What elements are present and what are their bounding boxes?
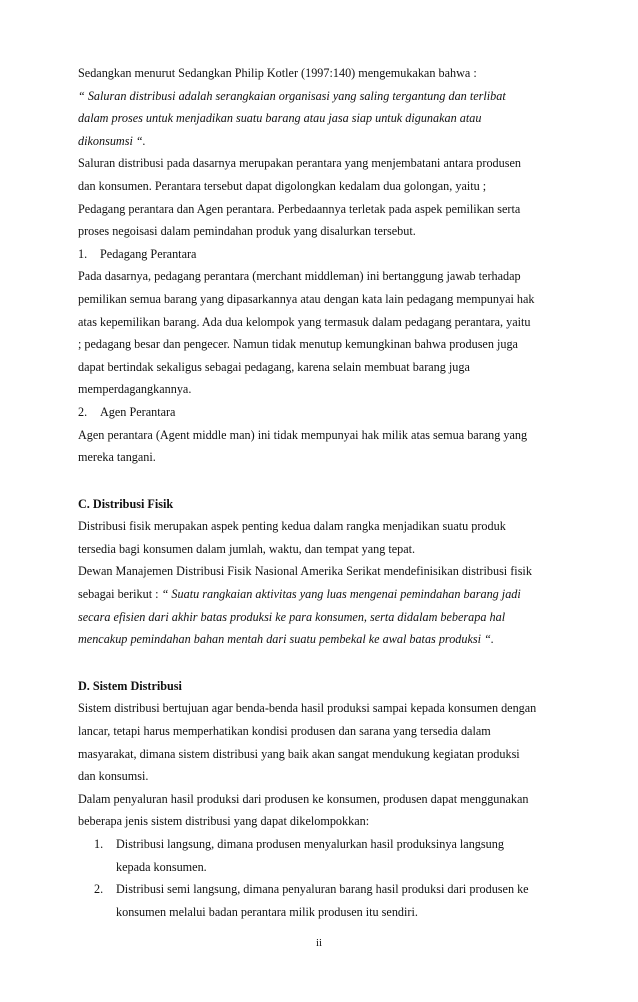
list-item [78,833,578,856]
paragraph-line: atas kepemilikan barang. Ada dua kelompok yang termasuk dalam pedagang perantara, yaitu [78,314,531,329]
item-title: Pedagang Perantara [100,246,197,261]
quote-line: mencakup pemindahan bahan mentah dari suatu pembekal ke awal batas produksi “. [78,632,494,647]
paragraph-line: Saluran distribusi pada dasarnya merupakan perantara yang menjembatani antara produsen [78,156,521,171]
paragraph-line: dapat bertindak sekaligus sebagai pedagang, karena selain membuat barang juga [78,359,470,374]
section-heading-c: C. Distribusi Fisik [78,496,174,511]
list-text: Distribusi semi langsung, dimana penyaluran barang hasil produksi dari produsen ke [116,882,529,897]
document-body [78,62,578,923]
list-item-continuation: kepada konsumen. [116,859,207,874]
section-heading-d: D. Sistem Distribusi [78,678,182,693]
paragraph-line: Pedagang perantara dan Agen perantara. Perbedaannya terletak pada aspek pemilikan serta [78,201,521,216]
paragraph-line: Sistem distribusi bertujuan agar benda-benda hasil produksi sampai kepada konsumen dengan [78,701,537,716]
item-number: 2. [78,404,88,419]
paragraph-line: memperdagangkannya. [78,382,192,397]
section-gap [78,469,578,493]
paragraph-line: lancar, tetapi harus memperhatikan kondisi produsen dan sarana yang tersedia dalam [78,724,491,739]
paragraph-line: proses negoisasi dalam pemindahan produk yang disalurkan tersebut. [78,224,416,239]
list-number: 1. [94,837,104,851]
paragraph-line: Agen perantara (Agent middle man) ini tidak mempunyai hak milik atas semua barang yang [78,427,528,442]
list-item [78,878,578,901]
list-item-continuation: konsumen melalui badan perantara milik produsen itu sendiri. [116,904,418,919]
definition-lead: sebagai berikut : [78,587,162,602]
paragraph-line: Distribusi fisik merupakan aspek penting kedua dalam rangka menjadikan suatu produk [78,519,506,534]
paragraph-line: dan konsumen. Perantara tersebut dapat digolongkan kedalam dua golongan, yaitu ; [78,178,487,193]
paragraph-line: dan konsumsi. [78,769,149,784]
list-text: Distribusi langsung, dimana produsen menyalurkan hasil produksinya langsung [116,837,504,851]
quote-line: secara efisien dari akhir batas produksi ke para konsumen, serta didalam beberapa hal [78,609,506,624]
paragraph-line: pemilikan semua barang yang dipasarkannya atau dengan kata lain pedagang mempunyai hak [78,291,535,306]
paragraph-line: ; pedagang besar dan pengecer. Namun tidak menutup kemungkinan bahwa produsen juga [78,337,518,352]
quote-line: dikonsumsi “. [78,133,146,148]
numbered-heading-pedagang [78,243,578,266]
paragraph-line: beberapa jenis sistem distribusi yang dapat dikelompokkan: [78,814,370,829]
quote-line: “ Saluran distribusi adalah serangkaian organisasi yang saling tergantung dan terlibat [78,88,506,103]
item-number: 1. [78,246,88,261]
list-number: 2. [94,882,104,897]
paragraph-line: Pada dasarnya, pedagang perantara (merchant middleman) ini bertanggung jawab terhadap [78,269,521,284]
paragraph-line: mereka tangani. [78,450,156,465]
paragraph-line: masyarakat, dimana sistem distribusi yang baik akan sangat mendukung kegiatan produksi [78,746,520,761]
section-gap [78,651,578,675]
paragraph-line: Dewan Manajemen Distribusi Fisik Nasional Amerika Serikat mendefinisikan distribusi fisik [78,564,532,579]
paragraph-line: Dalam penyaluran hasil produksi dari produsen ke konsumen, produsen dapat menggunakan [78,791,529,806]
item-title: Agen Perantara [100,404,176,419]
paragraph-line [78,583,578,606]
quote-line: dalam proses untuk menjadikan suatu barang atau jasa siap untuk digunakan atau [78,111,482,126]
paragraph-line: Sedangkan menurut Sedangkan Philip Kotler (1997:140) mengemukakan bahwa : [78,66,477,80]
paragraph-line: tersedia bagi konsumen dalam jumlah, waktu, dan tempat yang tepat. [78,541,416,556]
page-number: ii [315,937,323,949]
definition-quote: “ Suatu rangkaian aktivitas yang luas mengenai pemindahan barang jadi [161,587,521,602]
numbered-heading-agen [78,401,578,424]
